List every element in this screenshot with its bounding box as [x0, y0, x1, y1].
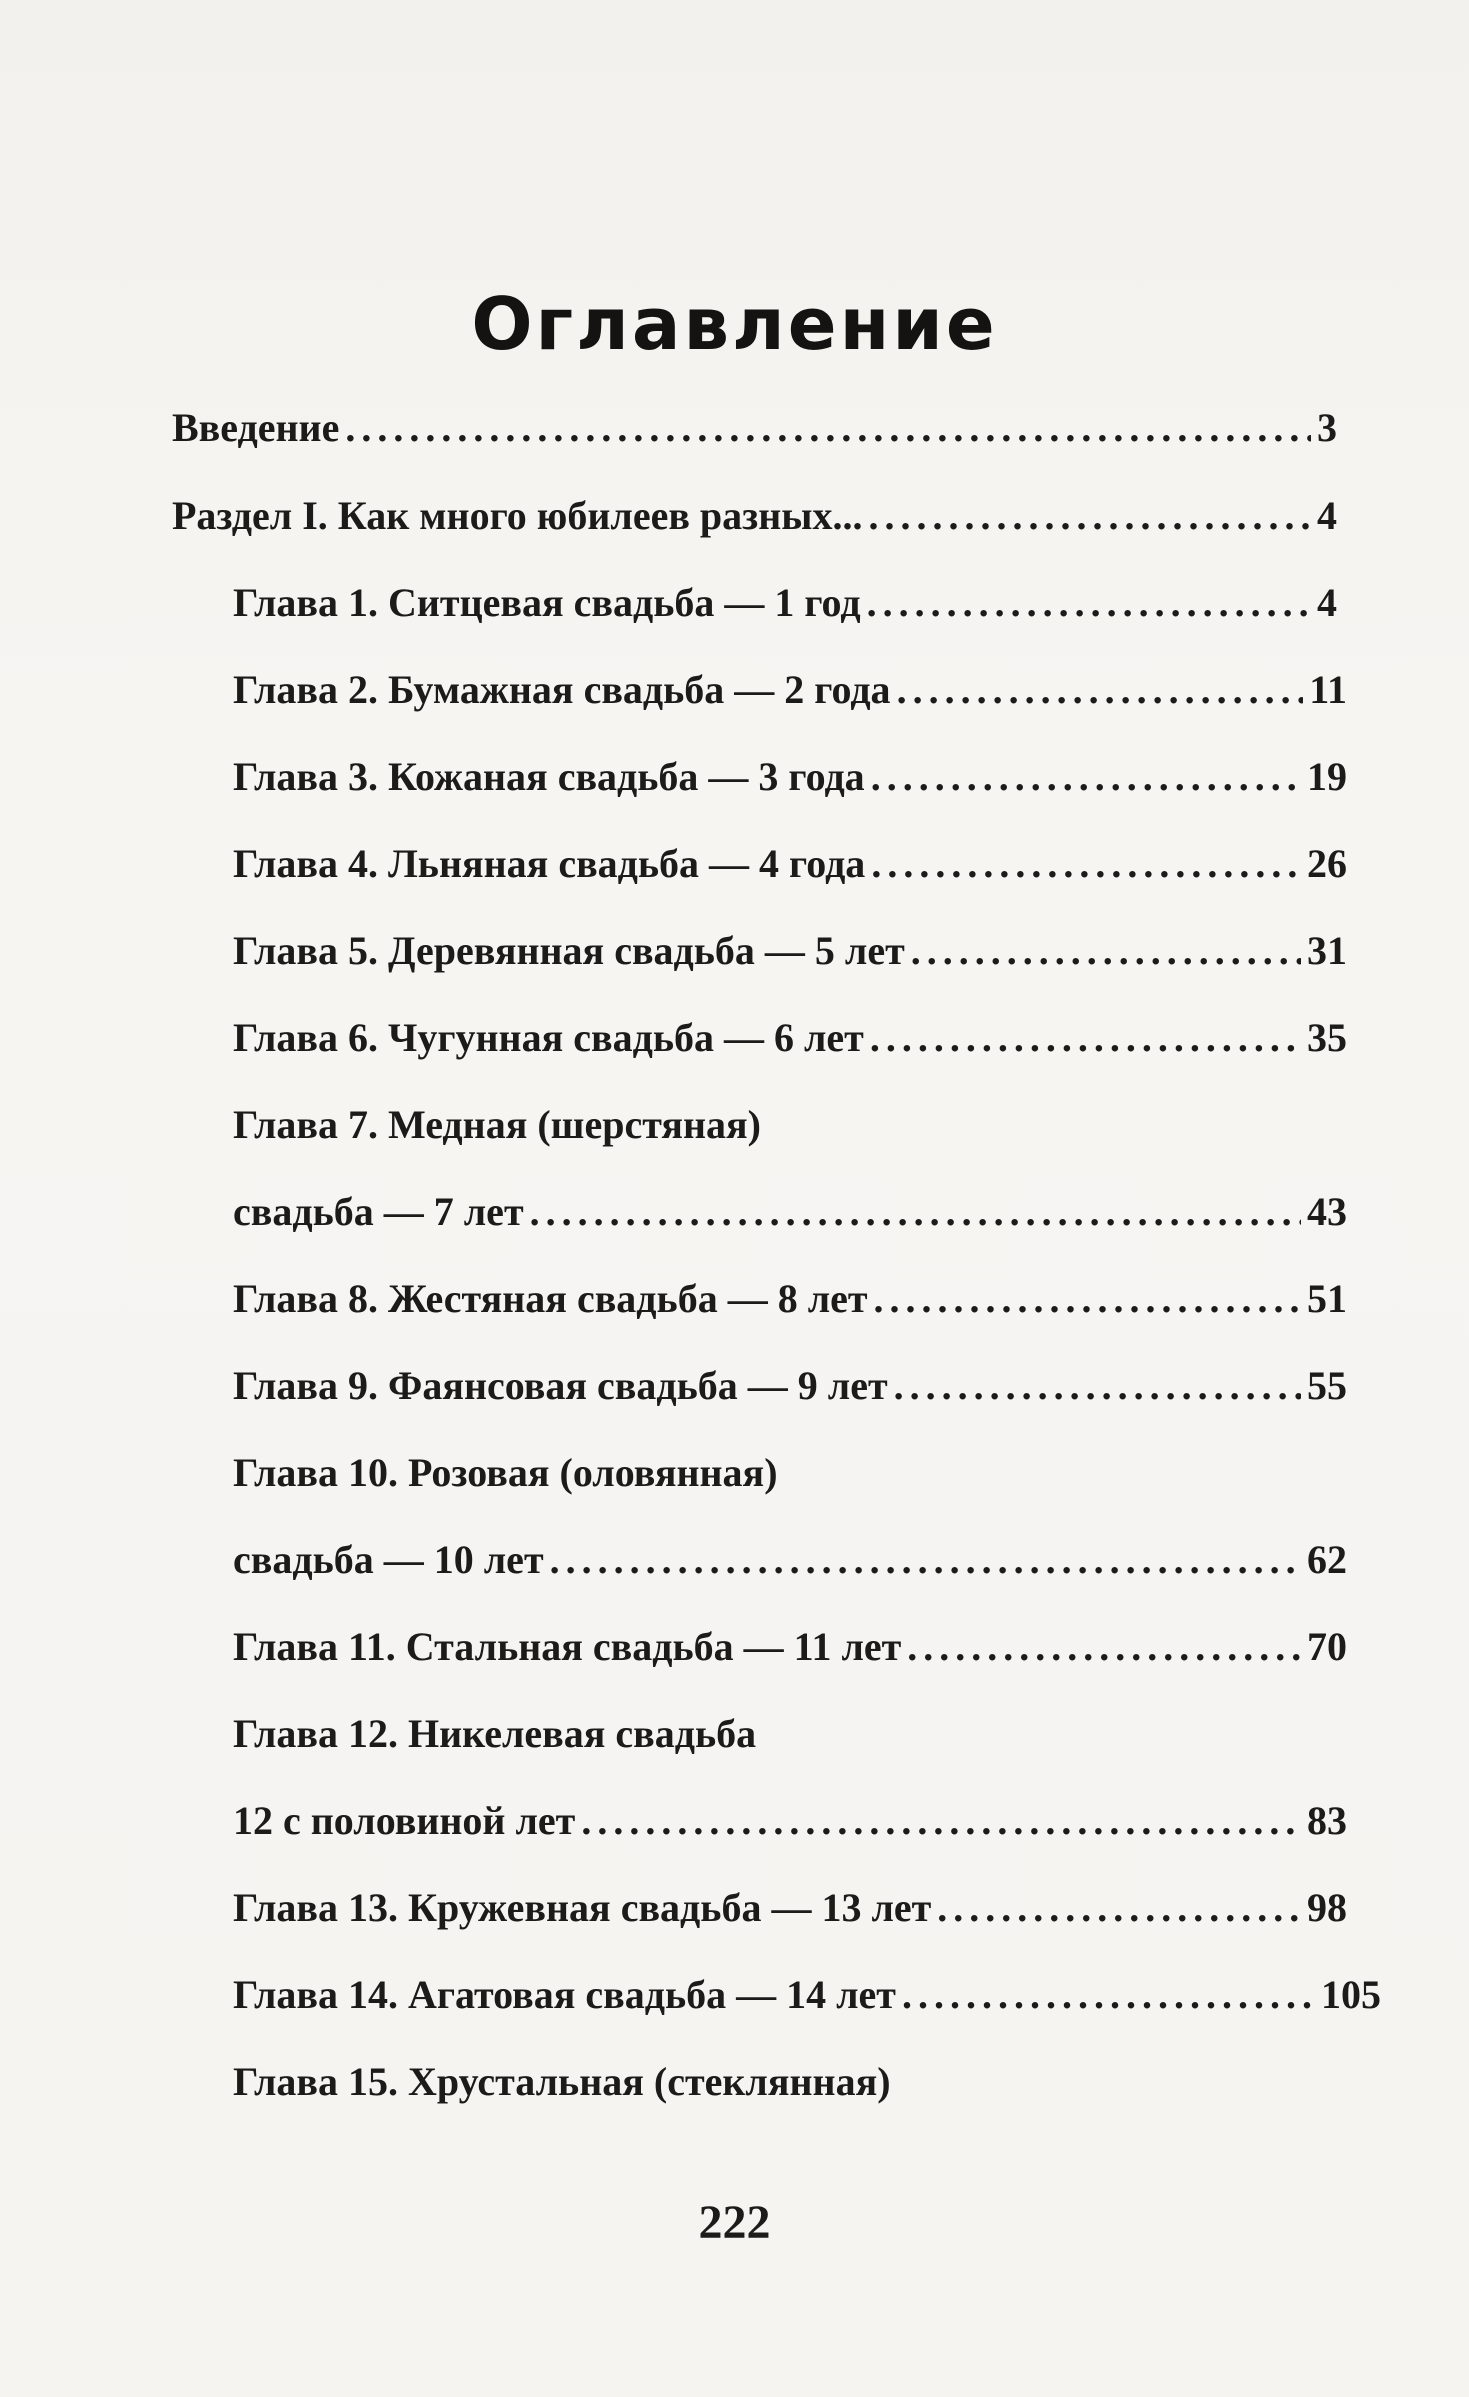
dot-leader: [911, 921, 1301, 981]
dot-leader: [871, 747, 1301, 807]
toc-entry-label: Глава 15. Хрустальная (стеклянная): [233, 2059, 891, 2104]
toc-entry-label: свадьба — 10 лет: [233, 1537, 544, 1582]
toc-entry[interactable]: [233, 1008, 1347, 1068]
toc-entry-page: 4: [1317, 493, 1337, 538]
toc-entry-page: 26: [1307, 841, 1347, 886]
dot-leader: [530, 1182, 1301, 1242]
toc-entry-page: 105: [1321, 1972, 1381, 2017]
toc-entry[interactable]: [233, 573, 1337, 633]
toc-entry-page: 19: [1307, 754, 1347, 799]
toc-entry-label: Глава 6. Чугунная свадьба — 6 лет: [233, 1015, 864, 1060]
dot-leader: [581, 1791, 1301, 1851]
dot-leader: [870, 1008, 1301, 1068]
toc-entry-label: Раздел I. Как много юбилеев разных...: [172, 493, 863, 538]
toc-entry[interactable]: [233, 834, 1347, 894]
page-number: 222: [698, 2196, 771, 2249]
dot-leader: [550, 1530, 1301, 1590]
dot-leader: [907, 1617, 1301, 1677]
toc-entry-label: Глава 7. Медная (шерстяная): [233, 1102, 761, 1147]
toc-entry[interactable]: [233, 1356, 1347, 1416]
toc-entry-label: Глава 12. Никелевая свадьба: [233, 1711, 757, 1756]
dot-leader: [869, 486, 1311, 546]
toc-entry-label: Глава 14. Агатовая свадьба — 14 лет: [233, 1972, 896, 2017]
toc-entry-page: 35: [1307, 1015, 1347, 1060]
toc-entry-label: свадьба — 7 лет: [233, 1189, 524, 1234]
toc-entry[interactable]: [233, 1443, 1347, 1503]
toc-entry-page: 3: [1317, 405, 1337, 450]
toc-entry-label: 12 с половиной лет: [233, 1798, 576, 1843]
toc-entry-page: 43: [1307, 1189, 1347, 1234]
toc-entry-label: Глава 13. Кружевная свадьба — 13 лет: [233, 1885, 932, 1930]
toc-entry[interactable]: [233, 1965, 1381, 2025]
toc-heading: Оглавление: [471, 282, 998, 366]
toc-entry-label: Глава 2. Бумажная свадьба — 2 года: [233, 667, 891, 712]
toc-entry-page: 62: [1307, 1537, 1347, 1582]
toc-entry[interactable]: [233, 1617, 1347, 1677]
toc-entry-label: Глава 10. Розовая (оловянная): [233, 1450, 778, 1495]
toc-entry-page: 70: [1307, 1624, 1347, 1669]
dot-leader: [871, 834, 1301, 894]
toc-entry-page: 4: [1317, 580, 1337, 625]
dot-leader: [894, 1356, 1301, 1416]
toc-entry[interactable]: [233, 1530, 1347, 1590]
toc-entry-page: 55: [1307, 1363, 1347, 1408]
toc-entry-page: 83: [1307, 1798, 1347, 1843]
toc-entry[interactable]: [233, 1704, 1347, 1764]
toc-entry[interactable]: [233, 1095, 1347, 1155]
toc-entry[interactable]: [233, 1182, 1347, 1242]
toc-entry-page: 31: [1307, 928, 1347, 973]
toc-entry[interactable]: [172, 486, 1337, 546]
toc-entry[interactable]: [233, 1791, 1347, 1851]
toc-entry-label: Глава 11. Стальная свадьба — 11 лет: [233, 1624, 902, 1669]
toc-entry-label: Глава 4. Льняная свадьба — 4 года: [233, 841, 866, 886]
toc-entry-label: Глава 9. Фаянсовая свадьба — 9 лет: [233, 1363, 888, 1408]
toc-entry-page: 11: [1309, 667, 1347, 712]
toc-entry[interactable]: [233, 747, 1347, 807]
toc-entry-label: Глава 1. Ситцевая свадьба — 1 год: [233, 580, 861, 625]
toc-entry-page: 98: [1307, 1885, 1347, 1930]
toc-entry-label: Введение: [172, 405, 340, 450]
toc-entry[interactable]: [233, 921, 1347, 981]
toc-entry[interactable]: [233, 2052, 1347, 2112]
dot-leader: [902, 1965, 1315, 2025]
toc-entry[interactable]: [172, 398, 1337, 458]
toc-entry[interactable]: [233, 660, 1347, 720]
dot-leader: [874, 1269, 1301, 1329]
toc-entry-label: Глава 8. Жестяная свадьба — 8 лет: [233, 1276, 868, 1321]
toc-entry-page: 51: [1307, 1276, 1347, 1321]
toc-entry-label: Глава 3. Кожаная свадьба — 3 года: [233, 754, 865, 799]
toc-entry-label: Глава 5. Деревянная свадьба — 5 лет: [233, 928, 905, 973]
dot-leader: [937, 1878, 1301, 1938]
dot-leader: [345, 398, 1311, 458]
toc-entry[interactable]: [233, 1269, 1347, 1329]
toc-entry[interactable]: [233, 1878, 1347, 1938]
dot-leader: [897, 660, 1304, 720]
dot-leader: [867, 573, 1311, 633]
